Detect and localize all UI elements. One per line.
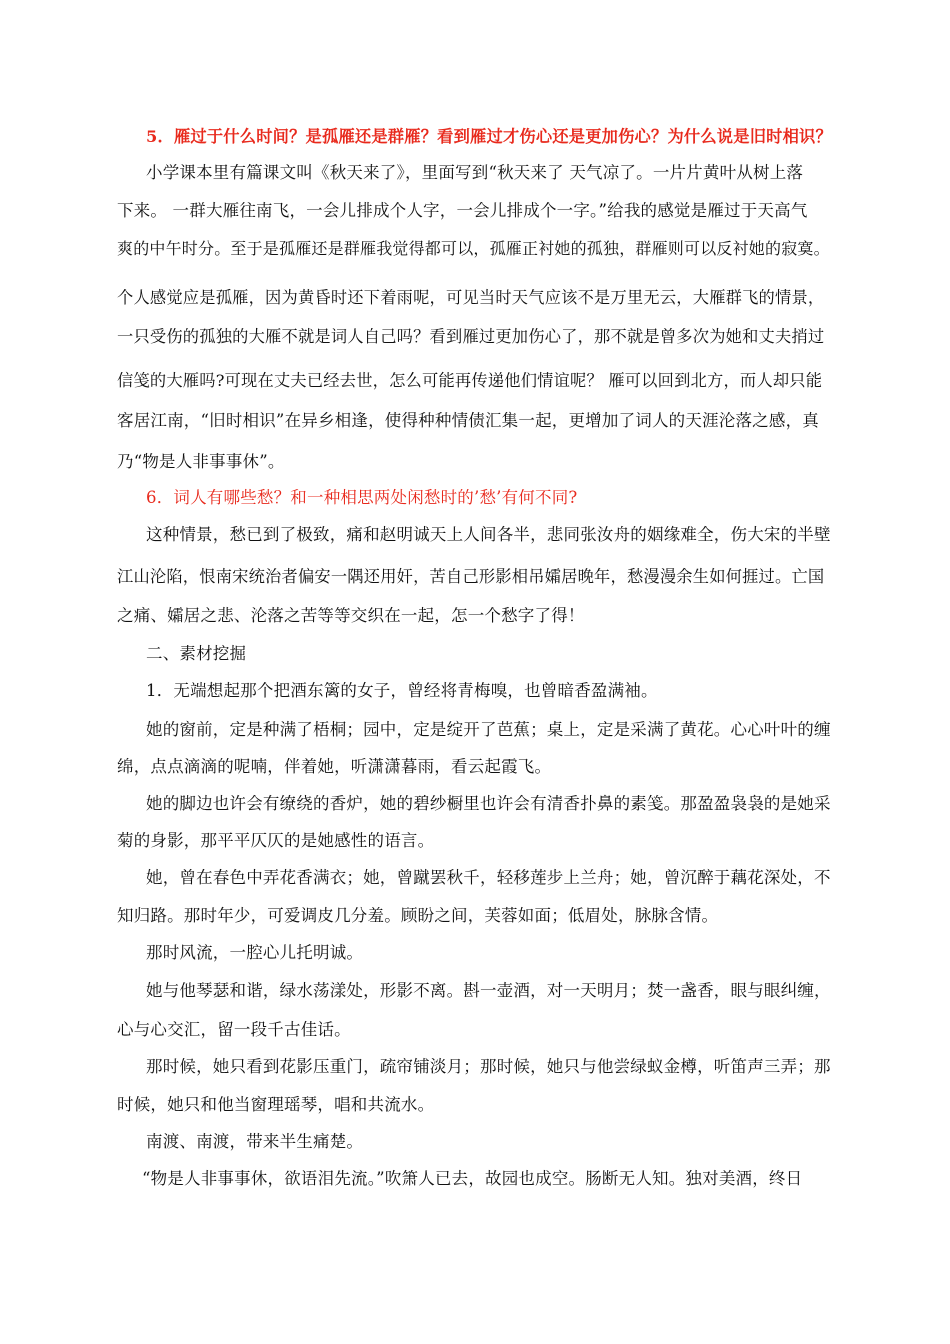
paragraph-line: 南渡、南渡，带来半生痛楚。 — [146, 1132, 364, 1151]
paragraph-line: 一只受伤的孤独的大雁不就是词人自己吗？看到雁过更加伤心了，那不就是曾多次为她和丈夫捎过 — [117, 327, 825, 346]
paragraph-line: 心与心交汇，留一段千古佳话。 — [117, 1020, 351, 1039]
section-heading: 二、素材挖掘 — [146, 644, 247, 663]
question-6-heading: 6．词人有哪些愁？和一种相思两处闲愁时的’愁’有何不同? — [146, 488, 578, 507]
paragraph-line: 这种情景，愁已到了极致，痛和赵明诚天上人间各半，悲同张汝舟的姻缘难全，伤大宋的半壁 — [146, 525, 831, 544]
question-5-heading: 5．雁过于什么时间？是孤雁还是群雁？看到雁过才伤心还是更加伤心？为什么说是旧时相识？ — [146, 127, 832, 146]
paragraph-line: 个人感觉应是孤雁，因为黄昏时还下着雨呢，可见当时天气应该不是万里无云，大雁群飞的情景， — [117, 288, 825, 307]
paragraph-line: 她与他琴瑟和谐，绿水荡漾处，形影不离。斟一壶酒，对一天明月；焚一盏香，眼与眼纠缠， — [146, 981, 831, 1000]
paragraph-line: 信笺的大雁吗?可现在丈夫已经去世，怎么可能再传递他们情谊呢？ 雁可以回到北方，而人却只能 — [117, 371, 823, 390]
paragraph-line: 江山沦陷，恨南宋统治者偏安一隅还用奸，苦自己形影相吊孀居晚年，愁漫漫余生如何捱过。亡国 — [117, 567, 825, 586]
paragraph-line: “物是人非事事休，欲语泪先流。”吹箫人已去，故园也成空。肠断无人知。独对美酒，终日 — [142, 1169, 803, 1188]
paragraph-line: 她的窗前，定是种满了梧桐；园中，定是绽开了芭蕉；桌上，定是采满了黄花。心心叶叶的缠 — [146, 720, 831, 739]
paragraph-line: 爽的中午时分。至于是孤雁还是群雁我觉得都可以，孤雁正衬她的孤独，群雁则可以反衬她的寂寞。 — [117, 239, 830, 258]
paragraph-line: 下来。 一群大雁往南飞，一会儿排成个人字，一会儿排成个一字。”给我的感觉是雁过于天高气 — [117, 201, 808, 220]
paragraph-line: 她，曾在春色中弄花香满衣；她，曾蹴罢秋千，轻移莲步上兰舟；她，曾沉醉于藕花深处，不 — [146, 868, 831, 887]
paragraph-line: 小学课本里有篇课文叫《秋天来了》，里面写到“秋天来了 天气凉了。一片片黄叶从树上落 — [146, 163, 804, 182]
paragraph-line: 她的脚边也许会有缭绕的香炉，她的碧纱橱里也许会有清香扑鼻的素笺。那盈盈袅袅的是她采 — [146, 794, 831, 813]
paragraph-line: 绵，点点滴滴的呢喃，伴着她，听潇潇暮雨，看云起霞飞。 — [117, 757, 552, 776]
paragraph-line: 乃“物是人非事事休”。 — [117, 452, 285, 471]
paragraph-line: 知归路。那时年少，可爱调皮几分羞。顾盼之间，芙蓉如面；低眉处，脉脉含情。 — [117, 906, 719, 925]
paragraph-line: 之痛、孀居之悲、沦落之苦等等交织在一起，怎一个愁字了得！ — [117, 606, 585, 625]
paragraph-line: 那时风流，一腔心儿托明诚。 — [146, 943, 364, 962]
paragraph-line: 菊的身影，那平平仄仄的是她感性的语言。 — [117, 831, 435, 850]
paragraph-line: 时候，她只和他当窗理瑶琴，唱和共流水。 — [117, 1095, 435, 1114]
paragraph-line: 那时候，她只看到花影压重门，疏帘铺淡月；那时候，她只与他尝绿蚁金樽，听笛声三弄；那 — [146, 1057, 831, 1076]
list-item: 1．无端想起那个把酒东篱的女子，曾经将青梅嗅，也曾暗香盈满袖。 — [146, 681, 658, 700]
paragraph-line: 客居江南，“旧时相识”在异乡相逢，使得种种情债汇集一起，更增加了词人的天涯沦落之感，真 — [117, 411, 819, 430]
